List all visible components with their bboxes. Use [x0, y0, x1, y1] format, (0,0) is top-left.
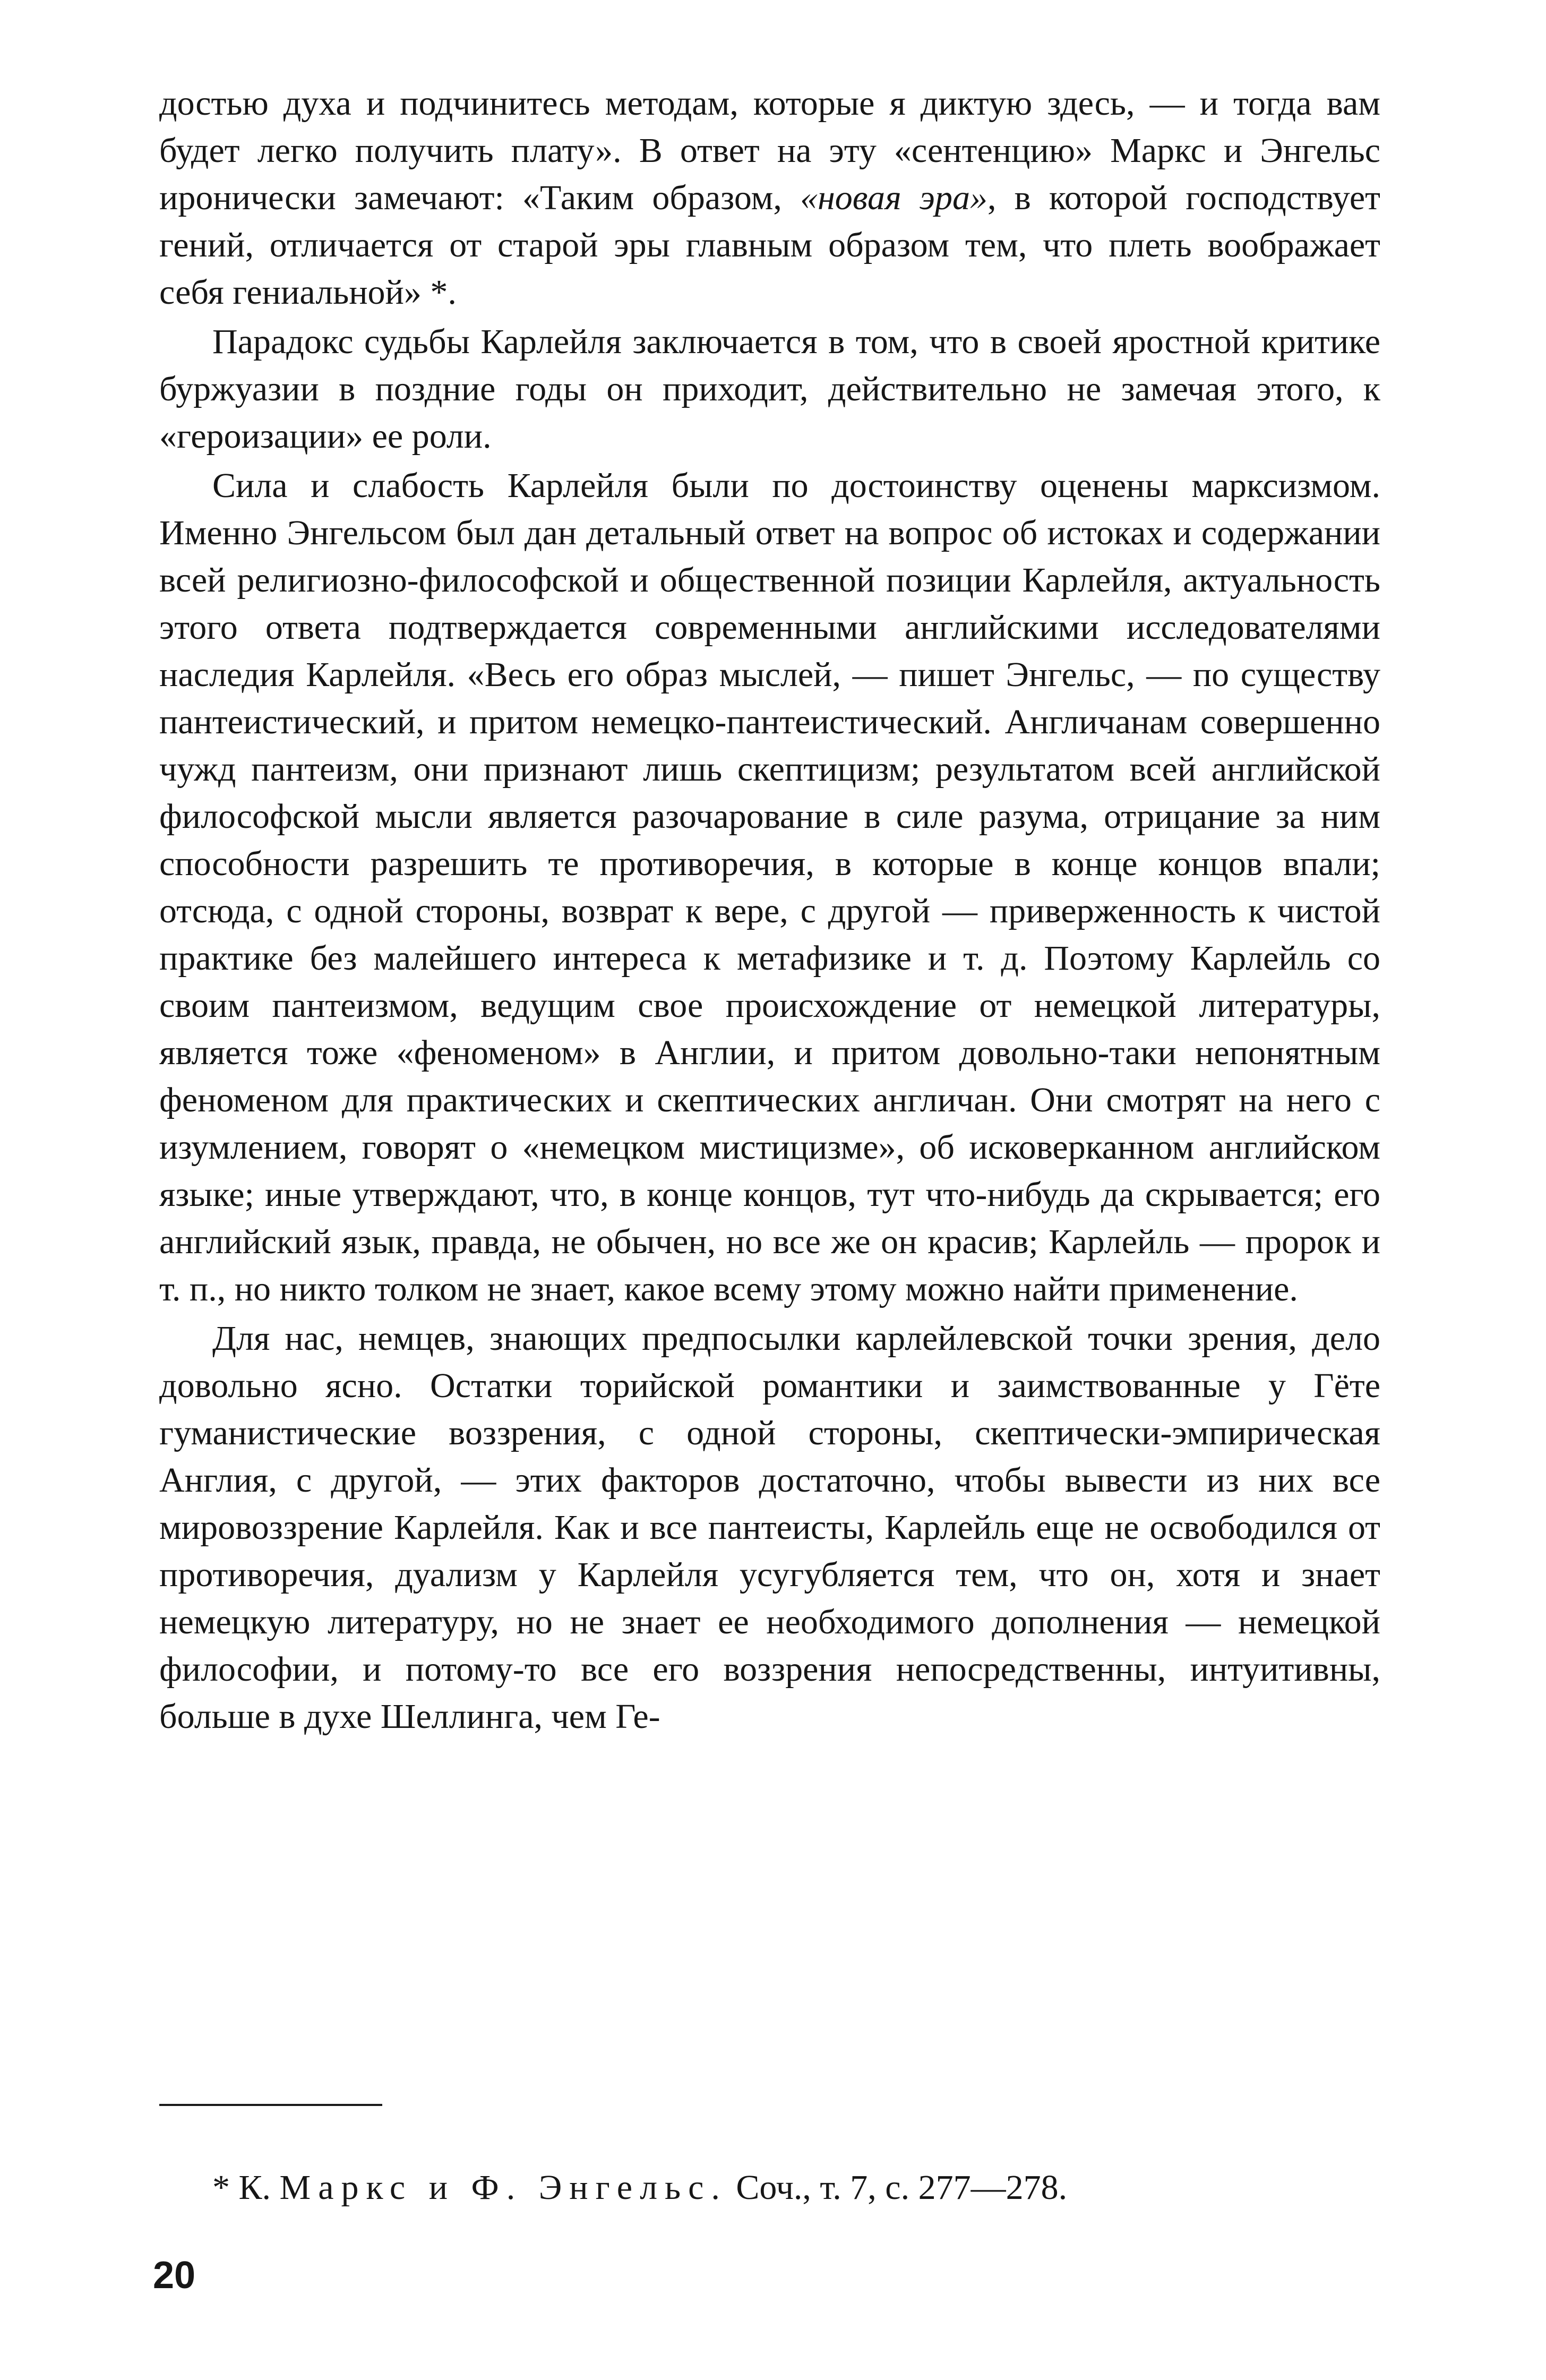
- page-number: 20: [153, 2254, 196, 2297]
- paragraph-2: [159, 318, 1380, 460]
- page-body: [159, 80, 1380, 1740]
- paragraph-1-text-b: , в которой господствует гений, отличается от старой эры главным образом тем, что плеть воображает себя гениальной» *.: [159, 178, 1380, 312]
- paragraph-1: [159, 80, 1380, 316]
- paragraph-3-text: Сила и слабость Карлейля были по достоинству оценены марксизмом. Именно Энгельсом был дан детальный ответ на вопрос об истоках и содержании всей религиозно-философской и общественной позиции Карлейля, актуальность этого ответа подтверждается современными английскими исследователями наследия Карлейля. «Весь его образ мыслей, — пишет Энгельс, — по существу пантеистический, и притом немецко-пантеистический. Англичанам совершенно чужд пантеизм, они признают лишь скептицизм; результатом всей английской философской мысли является разочарование в силе разума, отрицание за ним способности разрешить те противоречия, в которые в конце концов впали; отсюда, с одной стороны, возврат к вере, с другой — приверженность к чистой практике без малейшего интереса к метафизике и т. д. Поэтому Карлейль со своим пантеизмом, ведущим свое происхождение от немецкой литературы, является тоже «феноменом» в Англии, и притом довольно-таки непонятным феноменом для практических и скептических англичан. Они смотрят на него с изумлением, говорят о «немецком мистицизме», об исковерканном английском языке; иные утверждают, что, в конце концов, тут что-нибудь да скрывается; его английский язык, правда, не обычен, но все же он красив; Карлейль — пророк и т. п., но никто толком не знает, какое всему этому можно найти применение.: [159, 466, 1380, 1308]
- paragraph-4: [159, 1315, 1380, 1740]
- paragraph-2-text: Парадокс судьбы Карлейля заключается в том, что в своей яростной критике буржуазии в поздние годы он приходит, действительно не замечая этого, к «героизации» ее роли.: [159, 322, 1380, 456]
- footnote-marker: * К.: [212, 2168, 271, 2207]
- paragraph-1-text-a: достью духа и подчинитесь методам, которые я диктую здесь, — и тогда вам будет легко получить плату». В ответ на эту «сентенцию» Маркс и Энгельс иронически замечают: «Таким образом,: [159, 84, 1380, 217]
- footnote-citation: Соч., т. 7, с. 277—278.: [736, 2168, 1068, 2207]
- paragraph-3: [159, 462, 1380, 1313]
- paragraph-4-text: Для нас, немцев, знающих предпосылки карлейлевской точки зрения, дело довольно ясно. Остатки торийской романтики и заимствованные у Гёте гуманистические воззрения, с одной стороны, скептически-эмпирическая Англия, с другой, — этих факторов достаточно, чтобы вывести из них все мировоззрение Карлейля. Как и все пантеисты, Карлейль еще не освободился от противоречия, дуализм у Карлейля усугубляется тем, что он, хотя и знает немецкую литературу, но не знает ее необходимого дополнения — немецкой философии, и потому-то все его воззрения непосредственны, интуитивны, больше в духе Шеллинга, чем Ге-: [159, 1319, 1380, 1736]
- paragraph-1-italic-phrase: «новая эра»: [800, 178, 987, 217]
- footnote-divider: [159, 2104, 382, 2106]
- footnote: [212, 2167, 1067, 2209]
- footnote-author: Маркс и Ф. Энгельс.: [279, 2168, 727, 2207]
